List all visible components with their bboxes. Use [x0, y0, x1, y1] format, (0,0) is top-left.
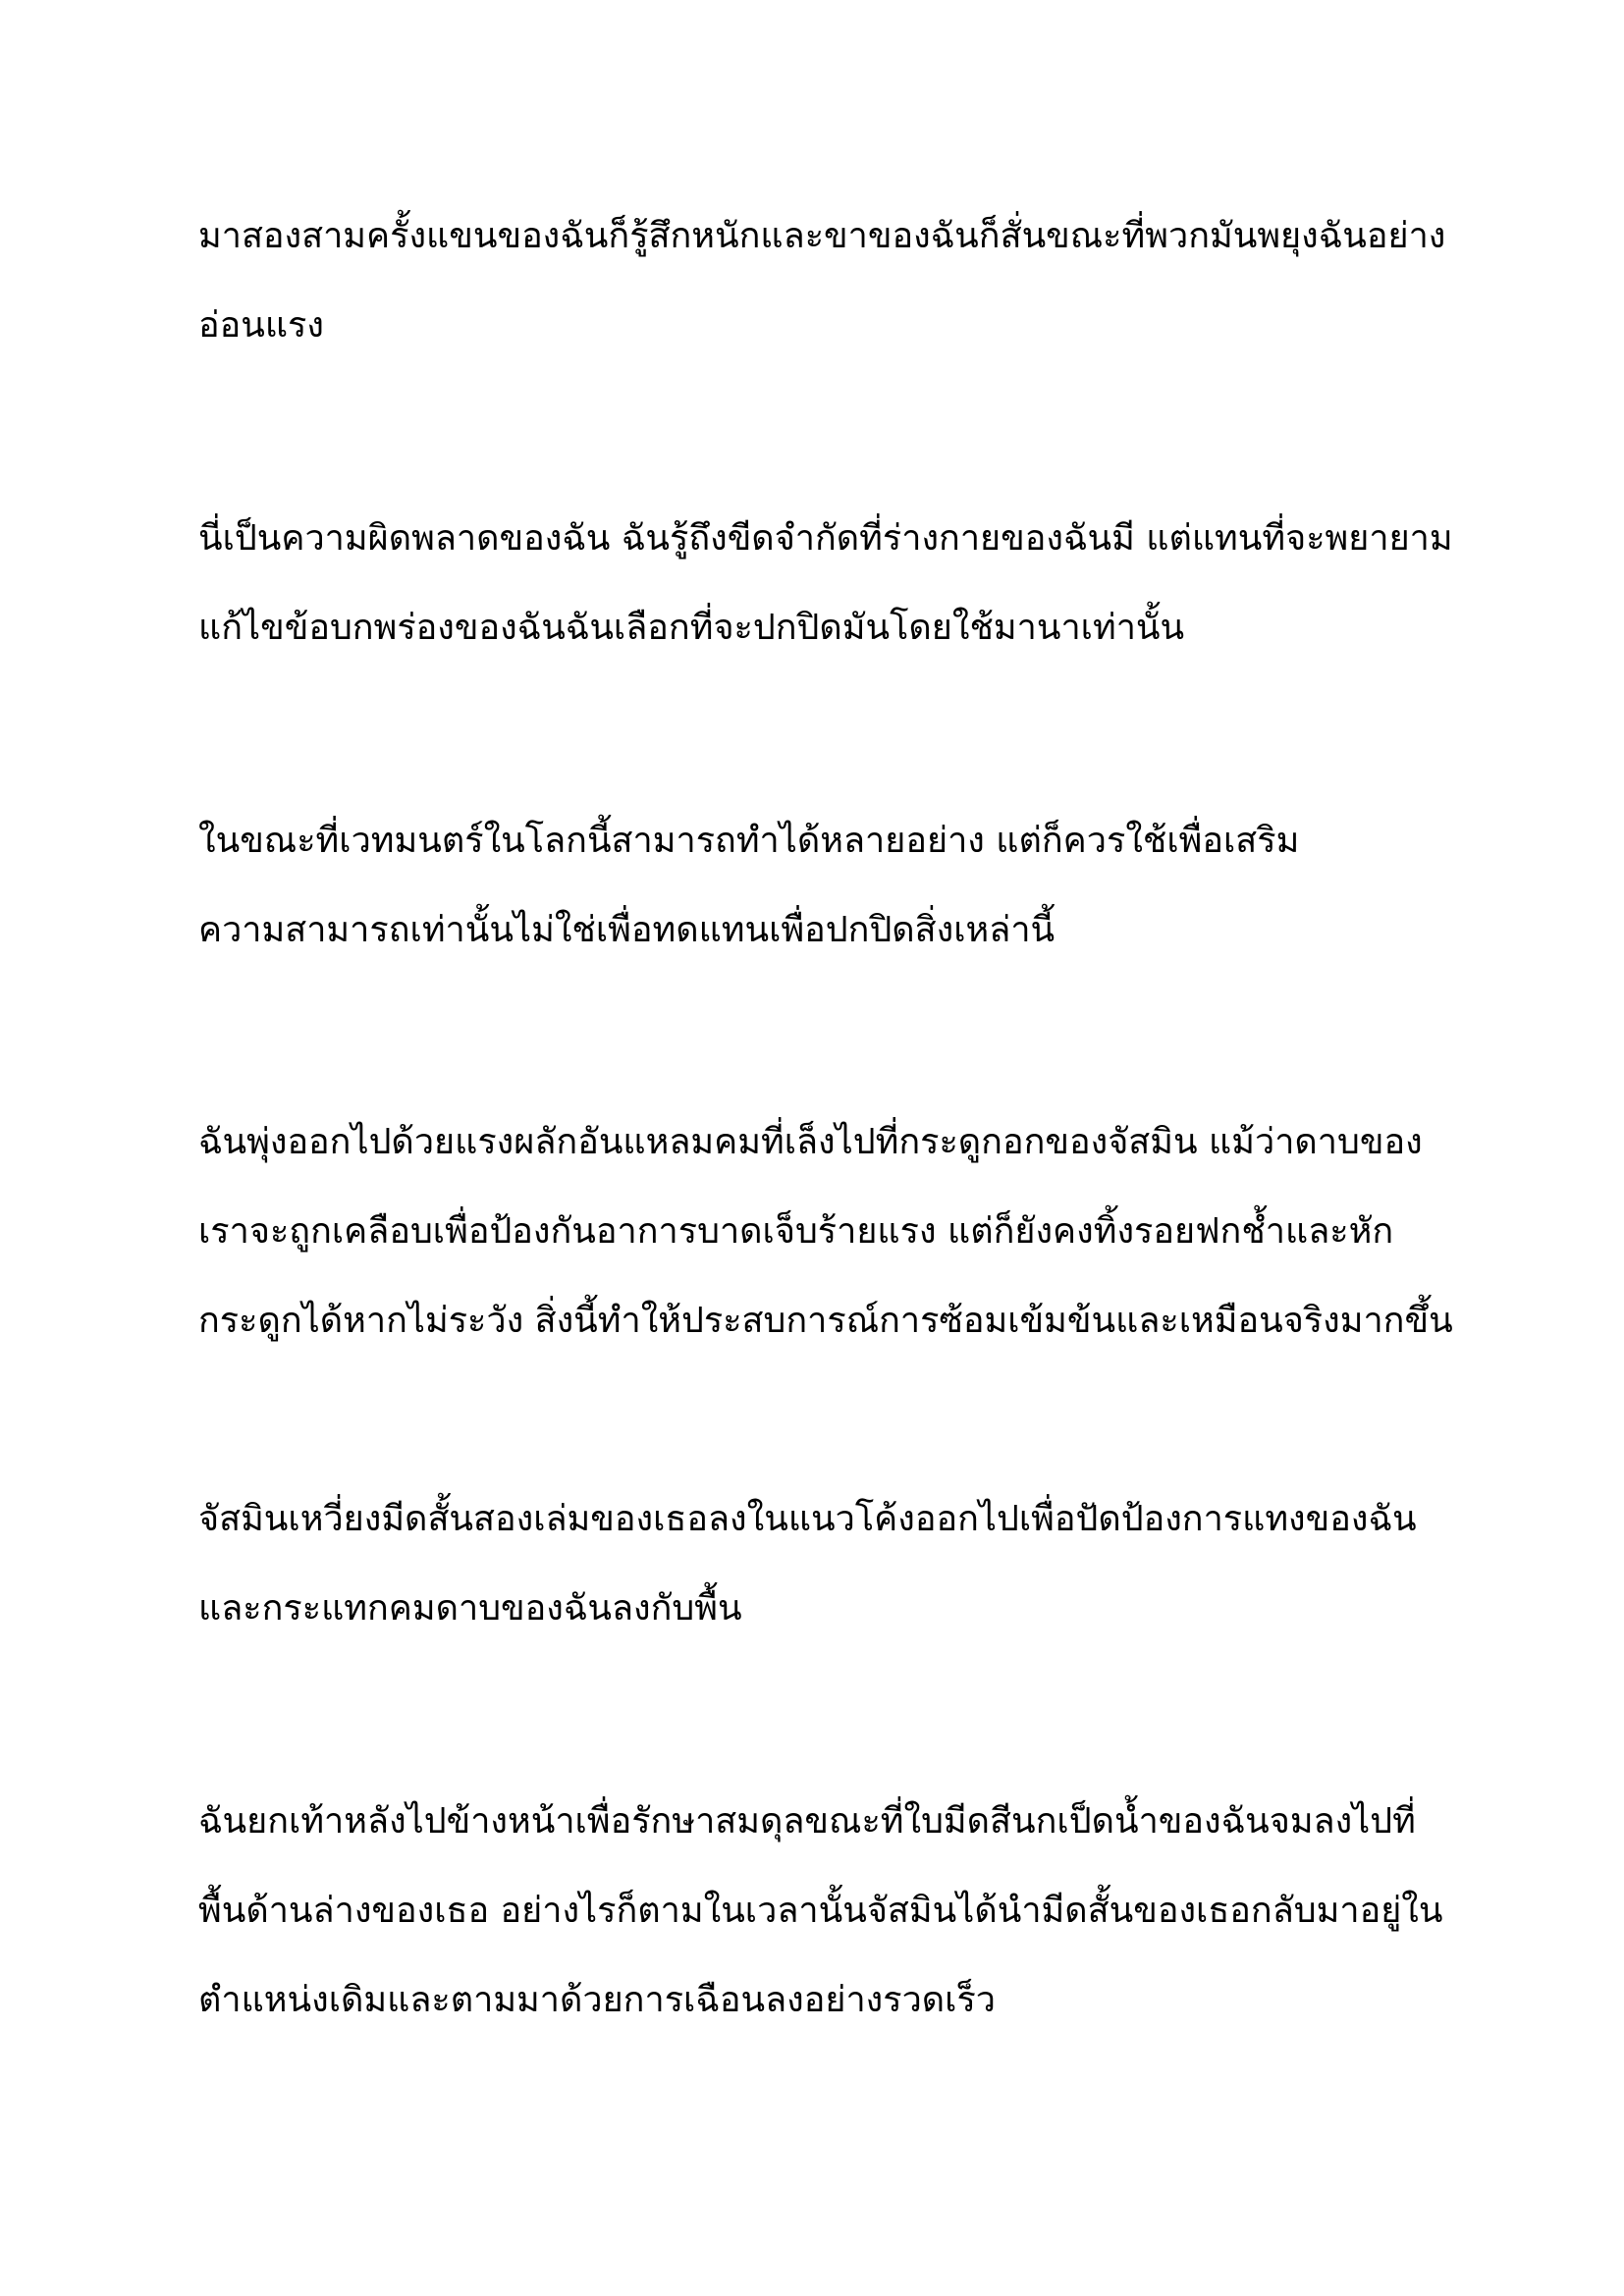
paragraph-line: ตำแหน่งเดิมและตามมาด้วยการเฉือนลงอย่างรวดเร็ว	[198, 1980, 997, 2020]
paragraph-line: ฉันยกเท้าหลังไปข้างหน้าเพื่อรักษาสมดุลขณะที่ใบมีดสีนกเป็ดน้ำของฉันจมลงไปที่	[198, 1801, 1416, 1842]
paragraph-3	[198, 796, 1475, 975]
paragraph-line: กระดูกได้หากไม่ระวัง สิ่งนี้ทำให้ประสบการณ์การซ้อมเข้มข้นและเหมือนจริงมากขึ้น	[198, 1301, 1453, 1341]
paragraph-line: ฉันพุ่งออกไปด้วยแรงผลักอันแหลมคมที่เล็งไปที่กระดูกอกของจัสมิน แม้ว่าดาบของ	[198, 1122, 1423, 1162]
paragraph-line: และกระแทกคมดาบของฉันลงกับพื้น	[198, 1588, 742, 1629]
paragraph-line: อ่อนแรง	[198, 305, 324, 346]
paragraph-line: นี่เป็นความผิดพลาดของฉัน ฉันรู้ถึงขีดจำกัดที่ร่างกายของฉันมี แต่แทนที่จะพยายาม	[198, 518, 1453, 559]
paragraph-line: ในขณะที่เวทมนตร์ในโลกนี้สามารถทำได้หลายอย่าง แต่ก็ควรใช้เพื่อเสริม	[198, 821, 1300, 861]
paragraph-line: แก้ไขข้อบกพร่องของฉันฉันเลือกที่จะปกปิดมันโดยใช้มานาเท่านั้น	[198, 608, 1185, 648]
paragraph-1	[198, 191, 1475, 370]
paragraph-line: ความสามารถเท่านั้นไม่ใช่เพื่อทดแทนเพื่อปกปิดสิ่งเหล่านี้	[198, 910, 1056, 950]
paragraph-6	[198, 1777, 1475, 2045]
paragraph-line: จัสมินเหวี่ยงมีดสั้นสองเล่มของเธอลงในแนวโค้งออกไปเพื่อปัดป้องการแทงของฉัน	[198, 1499, 1417, 1539]
paragraph-line: พื้นด้านล่างของเธอ อย่างไรก็ตามในเวลานั้นจัสมินได้นำมีดสั้นของเธอกลับมาอยู่ใน	[198, 1891, 1443, 1931]
paragraph-5	[198, 1474, 1475, 1653]
paragraph-4	[198, 1097, 1475, 1365]
paragraph-2	[198, 494, 1475, 672]
paragraph-line: มาสองสามครั้งแขนของฉันก็รู้สึกหนักและขาของฉันก็สั่นขณะที่พวกมันพยุงฉันอย่าง	[198, 216, 1446, 256]
paragraph-line: เราจะถูกเคลือบเพื่อป้องกันอาการบาดเจ็บร้ายแรง แต่ก็ยังคงทิ้งรอยฟกช้ำและหัก	[198, 1211, 1394, 1252]
